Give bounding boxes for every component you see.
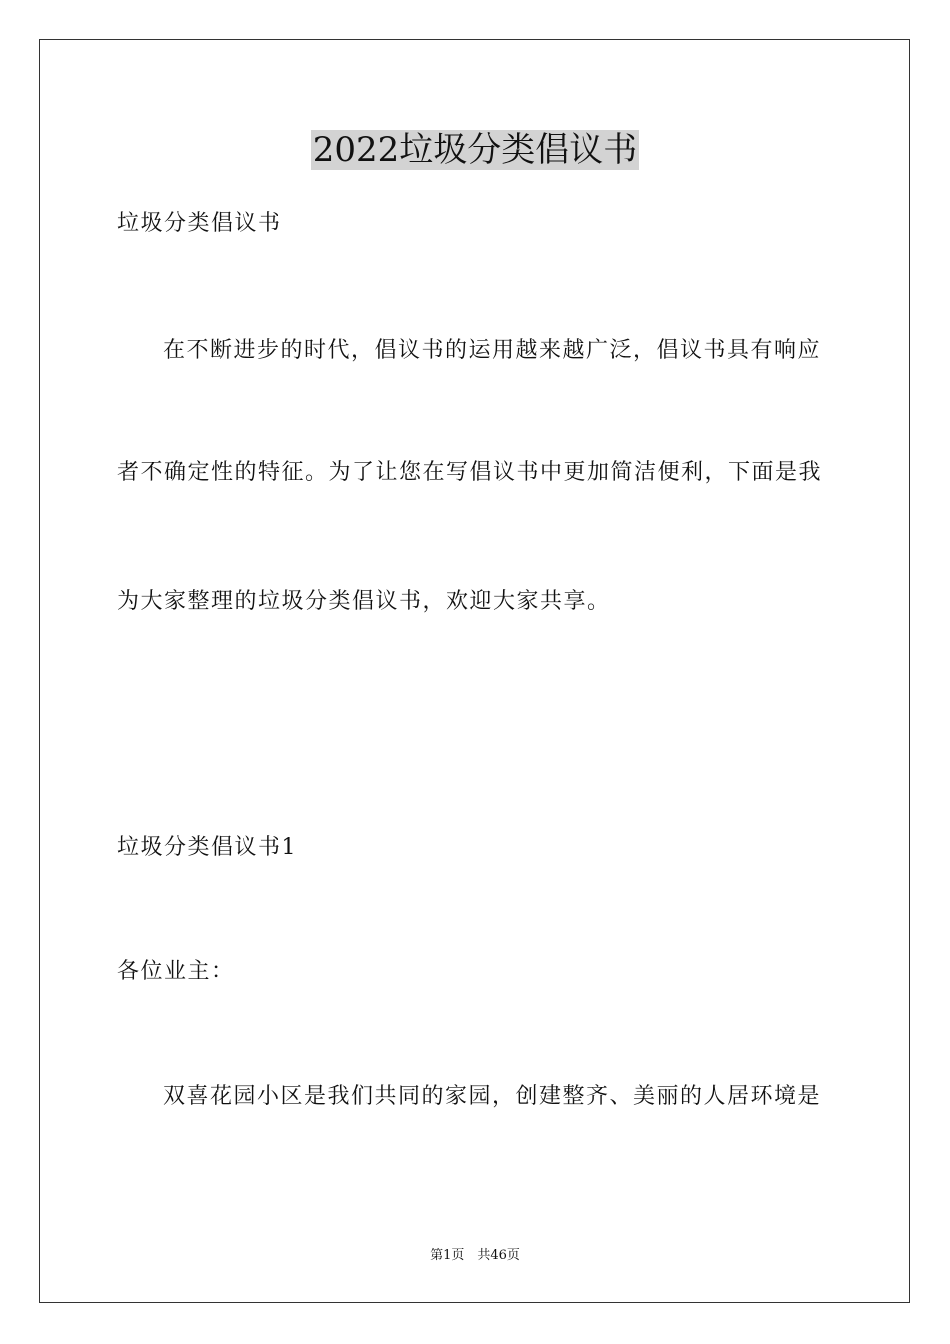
subtitle-line: 垃圾分类倡议书 [117,211,282,236]
paragraph-line-3: 为大家整理的垃圾分类倡议书，欢迎大家共享。 [117,589,611,614]
section-heading: 垃圾分类倡议书1 [117,835,297,860]
paragraph-line-2: 者不确定性的特征。为了让您在写倡议书中更加简洁便利，下面是我 [117,460,823,485]
paragraph-line-1: 在不断进步的时代，倡议书的运用越来越广泛，倡议书具有响应 [163,338,822,363]
document-title-text: 2022垃圾分类倡议书 [312,130,638,170]
document-title [0,128,950,172]
salutation-line: 各位业主： [117,959,235,984]
paragraph-line-4: 双喜花园小区是我们共同的家园，创建整齐、美丽的人居环境是 [163,1084,822,1109]
page-footer: 第1页 共46页 [430,1248,520,1263]
